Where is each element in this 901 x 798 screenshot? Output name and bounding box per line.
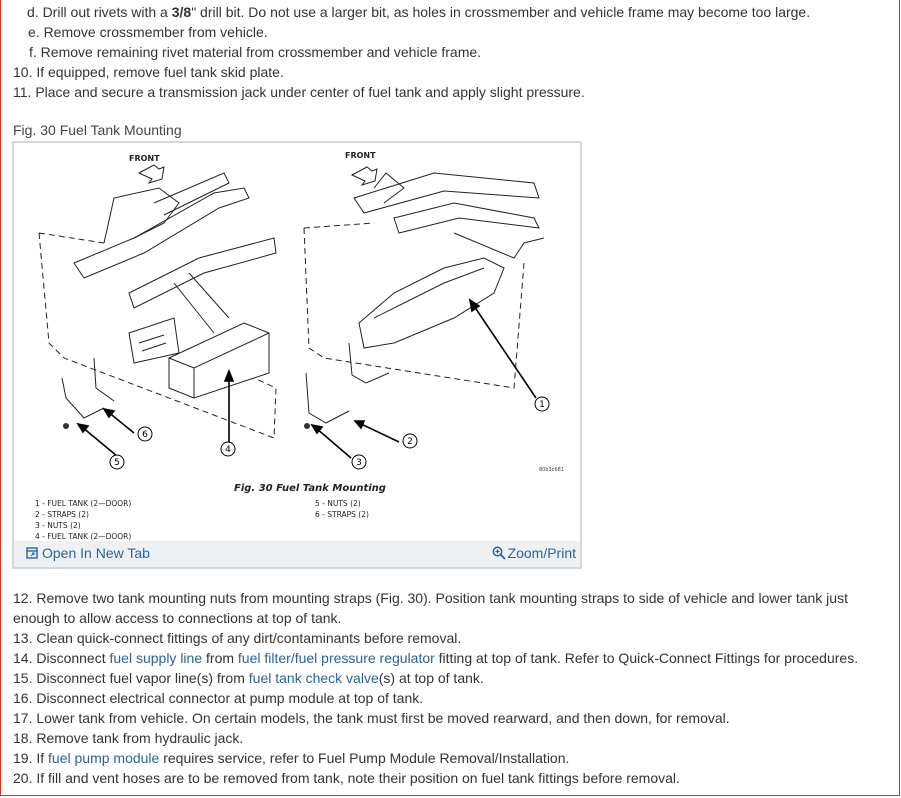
step-12: 12. Remove two tank mounting nuts from mounting straps (Fig. 30). Position tank mounting straps to side of vehicle and lower tank just enough to allow access to connections at top of tank. [13,590,848,626]
step-19 [13,748,569,768]
step-14-text-a: 14. Disconnect [13,650,110,666]
step-11: 11. Place and secure a transmission jack under center of fuel tank and apply slight pressure. [13,84,585,100]
step-17: 17. Lower tank from vehicle. On certain models, the tank must first be moved rearward, and then down, for removal. [13,710,730,726]
legend-left-4: 4 - FUEL TANK (2—DOOR) [35,532,132,541]
inner-caption: Fig. 30 Fuel Tank Mounting [234,483,386,494]
zoom-print-label: Zoom/Print [507,545,576,561]
fuel-tank-diagram [14,143,580,541]
callout-5: 5 [114,458,120,468]
step-14 [13,648,858,668]
step-e: e. Remove crossmember from vehicle. [28,24,268,40]
step-19-text-b: requires service, refer to Fuel Pump Module Removal/Installation. [159,750,570,766]
figure-footer [14,541,580,567]
callout-6: 6 [142,430,148,440]
fuel-filter-regulator-link[interactable]: fuel filter/fuel pressure regulator [237,650,435,666]
front-label-left: FRONT [129,154,160,163]
step-10: 10. If equipped, remove fuel tank skid plate. [13,64,284,80]
image-code: 80b3c681 [539,467,565,473]
step-d [27,2,810,22]
fuel-tank-check-valve-link[interactable]: fuel tank check valve [248,670,379,686]
step-14-text-c: fitting at top of tank. Refer to Quick-Connect Fittings for procedures. [434,650,859,666]
step-14-text-b: from [202,650,238,666]
legend-right-6: 6 - STRAPS (2) [315,510,369,519]
callout-2: 2 [407,437,413,447]
step-f: f. Remove remaining rivet material from crossmember and vehicle frame. [29,44,482,60]
legend-right-5: 5 - NUTS (2) [315,499,361,508]
front-label-right: FRONT [345,151,376,160]
step-13: 13. Clean quick-connect fittings of any dirt/contaminants before removal. [13,630,462,646]
step-15-text-a: 15. Disconnect fuel vapor line(s) from [13,670,249,686]
figure-box [12,141,582,569]
step-20: 20. If fill and vent hoses are to be removed from tank, note their position on fuel tank fittings before removal. [13,770,680,786]
step-18: 18. Remove tank from hydraulic jack. [13,730,244,746]
callout-1: 1 [539,400,545,410]
zoom-icon [492,546,506,560]
zoom-print-link[interactable] [492,545,576,561]
step-15-text-b: (s) at top of tank. [378,670,484,686]
figure-caption: Fig. 30 Fuel Tank Mounting [13,122,182,138]
callout-4: 4 [225,445,231,455]
step-d-suffix: " drill bit. Do not use a larger bit, as holes in crossmember and vehicle frame may become too large. [191,4,811,20]
open-new-tab-link[interactable] [26,545,150,561]
step-d-text: d. Drill out rivets with a [27,4,172,20]
step-19-text-a: 19. If [13,750,49,766]
legend-left-3: 3 - NUTS (2) [35,521,81,530]
open-new-tab-label: Open In New Tab [42,545,150,561]
step-d-bold: 3/8 [171,4,192,20]
legend-left-2: 2 - STRAPS (2) [35,510,89,519]
step-16: 16. Disconnect electrical connector at pump module at top of tank. [13,690,424,706]
fuel-pump-module-link[interactable]: fuel pump module [48,750,160,766]
fuel-supply-line-link[interactable]: fuel supply line [109,650,203,666]
legend-left-1: 1 - FUEL TANK (2—DOOR) [35,499,132,508]
external-window-icon [26,547,38,559]
step-15 [13,668,484,688]
callout-3: 3 [356,458,362,468]
